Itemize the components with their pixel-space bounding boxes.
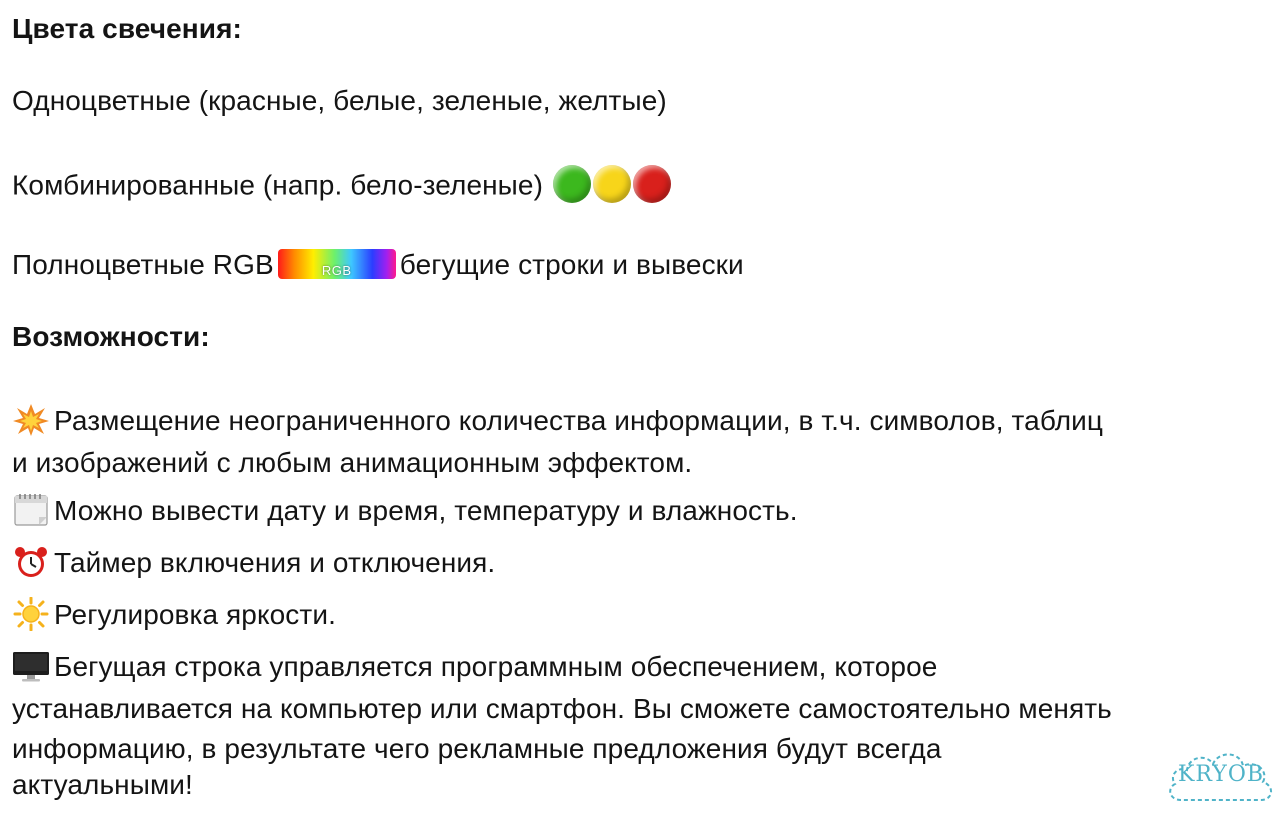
feature-5-line-1	[12, 650, 937, 686]
fullcolor-line	[12, 248, 744, 282]
colors-heading: Цвета свечения:	[12, 13, 242, 44]
alarm-clock-icon	[12, 545, 50, 579]
feature-1-line-1	[12, 404, 1103, 440]
feature-5-line-2: устанавливается на компьютер или смартфон. Вы сможете самостоятельно менять	[12, 693, 1112, 724]
fullcolor-suffix: бегущие строки и вывески	[399, 249, 744, 280]
red-circle-icon	[633, 165, 671, 203]
calendar-icon	[12, 493, 50, 527]
feature-5-line-3: информацию, в результате чего рекламные предложения будут всегда	[12, 733, 942, 764]
feature-4-text: Регулировка яркости.	[54, 599, 336, 630]
sun-icon	[12, 597, 50, 631]
kryob-logo	[1163, 742, 1279, 810]
combined-colors-line	[12, 168, 671, 206]
feature-2-text: Можно вывести дату и время, температуру и влажность.	[54, 495, 798, 526]
feature-5-line-4: актуальными!	[12, 769, 193, 800]
rgb-chip-label: RGB	[321, 262, 352, 278]
feature-1-line-2: и изображений с любым анимационным эффектом.	[12, 447, 693, 478]
computer-monitor-icon	[12, 649, 50, 683]
yellow-circle-icon	[593, 165, 631, 203]
feature-4-line	[12, 598, 336, 634]
combined-colors-text: Комбинированные (напр. бело-зеленые)	[12, 169, 544, 201]
green-circle-icon	[553, 165, 591, 203]
fullcolor-prefix: Полноцветные RGB	[12, 249, 274, 280]
feature-3-text: Таймер включения и отключения.	[54, 547, 496, 578]
mono-colors-line: Одноцветные (красные, белые, зеленые, желтые)	[12, 85, 667, 116]
feature-1-text-1: Размещение неограниченного количества информации, в т.ч. символов, таблиц	[54, 405, 1104, 436]
feature-3-line	[12, 546, 495, 582]
feature-2-line	[12, 494, 798, 530]
rgb-gradient-icon	[278, 249, 396, 279]
logo-text: KRYOB	[1177, 762, 1265, 787]
features-heading: Возможности:	[12, 321, 210, 352]
feature-5-text-1: Бегущая строка управляется программным обеспечением, которое	[54, 651, 938, 682]
collision-icon	[12, 403, 50, 437]
